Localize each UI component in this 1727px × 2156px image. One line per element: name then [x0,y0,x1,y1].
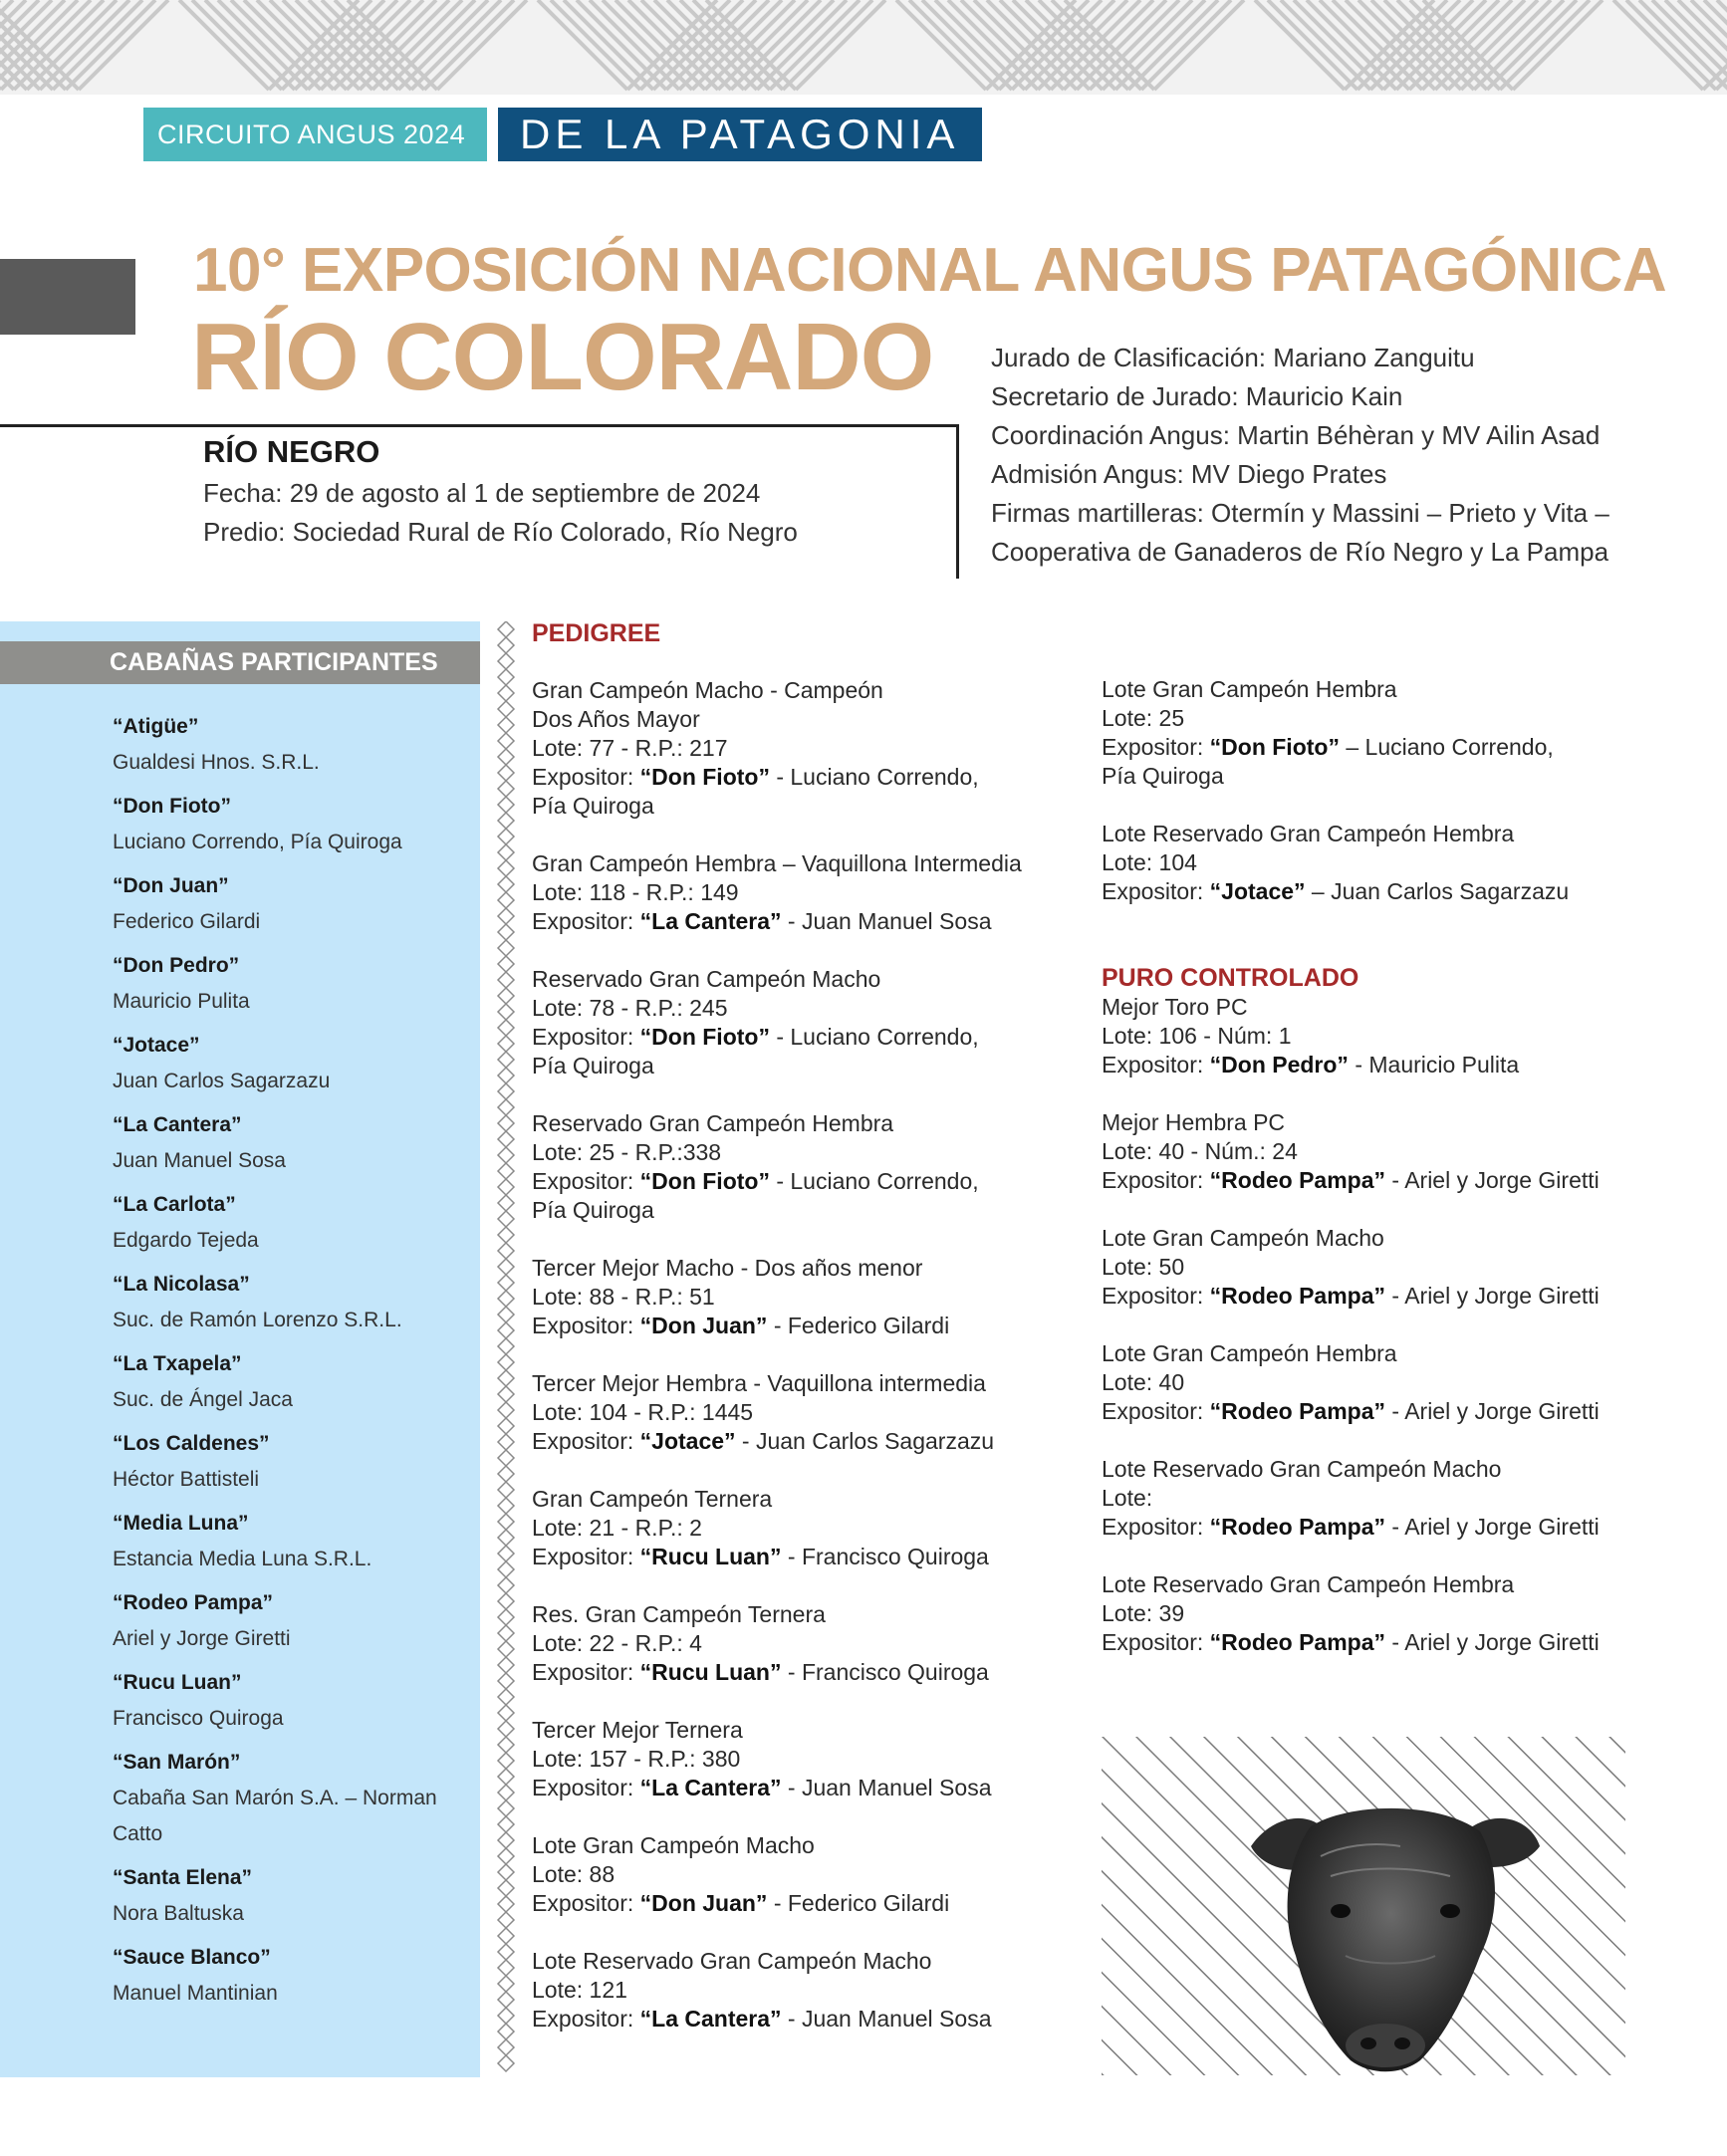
exhibitor-cabana: “Rodeo Pampa” [1209,1398,1386,1424]
award-entry [1102,1570,1659,1657]
exhibitor-label: Expositor: [532,908,640,934]
award-line: Lote: 25 - R.P.:338 [532,1139,722,1165]
exhibitor-name: – Luciano Correndo, [1339,734,1554,760]
exhibitor-label: Expositor: [532,1024,640,1050]
region-tag: DE LA PATAGONIA [498,108,982,161]
award-line: Lote Reservado Gran Campeón Macho [532,1948,932,1974]
pedigree-heading: PEDIGREE [532,619,661,647]
exhibitor-label: Expositor: [1102,1514,1210,1540]
award-line: Res. Gran Campeón Ternera [532,1601,826,1627]
exhibitor-line [532,1023,1060,1052]
exhibitor-line [1102,1282,1659,1311]
exhibitor-cabana: “Don Juan” [639,1313,768,1338]
exhibitor-line [1102,1397,1659,1426]
exhibitor-name: – Juan Carlos Sagarzazu [1305,878,1570,904]
exhibitor-label: Expositor: [532,1168,640,1194]
bull-illustration [1102,1737,1625,2075]
award-entry [532,1254,1060,1340]
cabana-owner: Gualdesi Hnos. S.R.L. [113,751,320,774]
exhibitor-line [532,1167,1060,1196]
exhibitor-label: Expositor: [1102,1167,1210,1193]
award-entry [1102,1224,1659,1311]
exhibitor-cabana: “Don Fioto” [639,764,770,790]
award-line: Gran Campeón Macho - Campeón [532,677,883,703]
award-line: Mejor Hembra PC [1102,1109,1286,1135]
exhibitor-line [532,907,1060,936]
event-date: Fecha: 29 de agosto al 1 de septiembre de 2024 [203,478,761,508]
exhibitor-name-cont: Pía Quiroga [532,793,654,819]
cabana-owner: Suc. de Ramón Lorenzo S.R.L. [113,1309,402,1331]
award-line: Lote Reservado Gran Campeón Hembra [1102,821,1515,846]
cabana-owner: Francisco Quiroga [113,1707,284,1730]
award-line: Reservado Gran Campeón Hembra [532,1110,894,1136]
event-venue: Predio: Sociedad Rural de Río Colorado, Río Negro [203,517,798,547]
puro-controlado-list [1102,993,1659,1657]
credit-line: Admisión Angus: MV Diego Prates [991,459,1387,489]
cabana-name: “Jotace” [113,1034,200,1057]
exhibitor-cabana: “Don Juan” [639,1890,768,1916]
angus-bull-head-icon [1102,1737,1625,2075]
exhibitor-cabana: “Jotace” [1209,878,1306,904]
cabana-name: “Media Luna” [113,1512,249,1535]
cabana-name: “La Nicolasa” [113,1273,250,1296]
exhibitor-name: - Francisco Quiroga [781,1544,989,1569]
exhibitor-line [532,2005,1060,2034]
exhibitor-label: Expositor: [532,1890,640,1916]
award-line: Lote: 21 - R.P.: 2 [532,1515,702,1541]
divider-horizontal [0,424,959,427]
exhibitor-name: - Ariel y Jorge Giretti [1385,1167,1600,1193]
award-entry [1102,1455,1659,1542]
exhibitor-cabana: “Rodeo Pampa” [1209,1283,1386,1309]
circuit-tag: CIRCUITO ANGUS 2024 [143,108,487,161]
award-line: Lote: 118 - R.P.: 149 [532,879,739,905]
exhibitor-name: - Ariel y Jorge Giretti [1385,1629,1600,1655]
exhibitor-cabana: “Don Fioto” [639,1024,770,1050]
exhibitor-line [1102,1513,1659,1542]
exhibitor-line [1102,1628,1659,1657]
divider-vertical [956,424,959,579]
exhibitor-name: - Ariel y Jorge Giretti [1385,1398,1600,1424]
award-line: Gran Campeón Ternera [532,1486,773,1512]
accent-block [0,259,135,335]
exhibitor-label: Expositor: [1102,1283,1210,1309]
credit-line: Coordinación Angus: Martin Béhèran y MV Ailin Asad [991,420,1601,450]
pedigree-continued-list [1102,675,1659,906]
exhibitor-name: - Juan Manuel Sosa [781,908,992,934]
cabana-name: “Los Caldenes” [113,1432,270,1455]
exhibitor-name-cont: Pía Quiroga [1102,763,1224,789]
award-line: Lote: 78 - R.P.: 245 [532,995,728,1021]
exhibitor-line [532,1312,1060,1340]
award-entry [532,1716,1060,1802]
sidebar-heading: CABAÑAS PARTICIPANTES [0,641,480,684]
award-entry [1102,675,1659,791]
exhibitor-cabana: “Jotace” [639,1428,736,1454]
cabana-owner: Estancia Media Luna S.R.L. [113,1548,372,1570]
award-entry [532,1831,1060,1918]
award-line: Lote Gran Campeón Macho [1102,1225,1384,1251]
exhibitor-line [532,763,1060,792]
award-line: Lote Gran Campeón Macho [532,1832,815,1858]
award-entry [1102,1108,1659,1195]
cabana-name: “San Marón” [113,1751,241,1774]
exhibitor-name: - Luciano Correndo, [769,764,979,790]
award-entry [532,1947,1060,2034]
exhibitor-cabana: “La Cantera” [639,2006,782,2032]
exhibitor-name: - Juan Manuel Sosa [781,1775,992,1800]
exhibitor-label: Expositor: [1102,878,1210,904]
cabana-owner: Edgardo Tejeda [113,1229,259,1252]
award-line: Gran Campeón Hembra – Vaquillona Intermedia [532,850,1022,876]
award-line: Lote: 88 - R.P.: 51 [532,1284,715,1310]
exhibitor-label: Expositor: [1102,1398,1210,1424]
cabana-owner: Nora Baltuska [113,1902,244,1925]
award-entry [1102,993,1659,1079]
cabana-name: “Atigüe” [113,715,199,738]
puro-controlado-heading: PURO CONTROLADO [1102,964,1359,992]
exhibitor-cabana: “Rodeo Pampa” [1209,1629,1386,1655]
exhibitor-label: Expositor: [532,764,640,790]
award-line: Lote: 104 [1102,849,1197,875]
cabanas-list [113,709,471,2020]
award-line: Mejor Toro PC [1102,994,1248,1020]
exhibitor-cabana: “La Cantera” [639,908,782,934]
cabana-name: “Don Pedro” [113,954,240,977]
exhibitor-name: - Federico Gilardi [767,1313,950,1338]
credit-line: Secretario de Jurado: Mauricio Kain [991,381,1403,411]
award-line: Lote: 50 [1102,1254,1185,1280]
award-line: Lote: 88 [532,1861,616,1887]
award-line: Lote: 22 - R.P.: 4 [532,1630,702,1656]
exhibitor-name: - Juan Manuel Sosa [781,2006,992,2032]
cabana-name: “Don Fioto” [113,795,231,818]
exhibitor-name: - Juan Carlos Sagarzazu [735,1428,995,1454]
cabana-owner: Manuel Mantinian [113,1982,278,2005]
cabana-name: “Sauce Blanco” [113,1946,271,1969]
pedigree-list [532,676,1060,2034]
award-line: Lote: 39 [1102,1600,1185,1626]
award-line: Lote: 157 - R.P.: 380 [532,1746,741,1772]
award-line: Lote: 25 [1102,705,1185,731]
exhibitor-line [1102,1166,1659,1195]
cabana-owner: Héctor Battisteli [113,1468,260,1491]
cabana-name: “Don Juan” [113,874,229,897]
cabana-owner: Ariel y Jorge Giretti [113,1627,291,1650]
award-line: Lote: 106 - Núm: 1 [1102,1023,1292,1049]
exhibitor-cabana: “Rodeo Pampa” [1209,1167,1386,1193]
exhibitor-line [1102,1051,1659,1079]
cabana-name: “Rodeo Pampa” [113,1591,274,1614]
exhibitor-label: Expositor: [532,1544,640,1569]
exhibitor-name: - Ariel y Jorge Giretti [1385,1283,1600,1309]
exhibitor-cabana: “Don Pedro” [1209,1052,1349,1078]
exhibitor-cabana: “Don Fioto” [1209,734,1340,760]
right-column [1102,675,1659,1686]
exhibitor-name-cont: Pía Quiroga [532,1053,654,1078]
cabana-owner: Juan Carlos Sagarzazu [113,1070,331,1092]
award-line: Lote: 40 - Núm.: 24 [1102,1138,1298,1164]
exhibitor-label: Expositor: [532,1428,640,1454]
exhibitor-label: Expositor: [1102,734,1210,760]
exhibitor-label: Expositor: [1102,1052,1210,1078]
cabana-name: “La Cantera” [113,1113,242,1136]
exhibitor-line [532,1427,1060,1456]
award-entry [1102,820,1659,906]
award-line: Tercer Mejor Macho - Dos años menor [532,1255,923,1281]
exhibitor-name: - Luciano Correndo, [769,1024,979,1050]
cabana-owner: Juan Manuel Sosa [113,1149,286,1172]
cabana-owner: Mauricio Pulita [113,990,250,1013]
exhibitor-cabana: “Rucu Luan” [639,1659,782,1685]
cabana-name: “Rucu Luan” [113,1671,242,1694]
exhibitor-line [532,1658,1060,1687]
cabana-name: “La Txapela” [113,1352,242,1375]
exhibitor-name: - Luciano Correndo, [769,1168,979,1194]
exhibitor-cabana: “La Cantera” [639,1775,782,1800]
province-heading: RÍO NEGRO [203,434,380,469]
page-title: 10° EXPOSICIÓN NACIONAL ANGUS PATAGÓNICA [193,236,1667,305]
exhibitor-label: Expositor: [532,2006,640,2032]
exhibitor-cabana: “Rucu Luan” [639,1544,782,1569]
award-entry [532,1369,1060,1456]
exhibitor-name: - Ariel y Jorge Giretti [1385,1514,1600,1540]
exhibitor-line [532,1543,1060,1571]
award-entry [532,1485,1060,1571]
award-line: Tercer Mejor Hembra - Vaquillona intermedia [532,1370,986,1396]
exhibitor-name: - Mauricio Pulita [1348,1052,1520,1078]
award-line: Lote: [1102,1485,1153,1511]
exhibitor-name: - Francisco Quiroga [781,1659,989,1685]
exhibitor-name-cont: Pía Quiroga [532,1197,654,1223]
cabana-owner: Cabaña San Marón S.A. – Norman Catto [113,1787,437,1845]
award-entry [532,965,1060,1080]
cabana-name: “La Carlota” [113,1193,236,1216]
award-line: Lote Gran Campeón Hembra [1102,1340,1397,1366]
exhibitor-line [1102,877,1659,906]
award-entry [532,676,1060,821]
cabana-name: “Santa Elena” [113,1866,253,1889]
cabana-owner: Federico Gilardi [113,910,261,933]
exhibitor-line [1102,733,1659,762]
award-line: Lote Gran Campeón Hembra [1102,676,1397,702]
award-line: Lote: 104 - R.P.: 1445 [532,1399,754,1425]
cabana-owner: Suc. de Ángel Jaca [113,1388,293,1411]
award-entry [1102,1339,1659,1426]
exhibitor-line [532,1774,1060,1802]
award-line: Lote: 121 [532,1977,627,2003]
credits-block [991,339,1609,572]
pedigree-column [532,619,1060,2062]
award-line: Lote: 77 - R.P.: 217 [532,735,728,761]
award-line: Tercer Mejor Ternera [532,1717,743,1743]
exhibitor-line [532,1889,1060,1918]
award-entry [532,1109,1060,1225]
award-line: Lote: 40 [1102,1369,1185,1395]
exhibitor-name: - Federico Gilardi [767,1890,950,1916]
award-line: Lote Reservado Gran Campeón Macho [1102,1456,1502,1482]
exhibitor-label: Expositor: [1102,1629,1210,1655]
cabana-owner: Luciano Correndo, Pía Quiroga [113,831,402,853]
award-entry [532,849,1060,936]
exhibitor-cabana: “Don Fioto” [639,1168,770,1194]
award-line: Dos Años Mayor [532,706,700,732]
credit-line: Firmas martilleras: Otermín y Massini – Prieto y Vita – [991,498,1609,528]
credit-line: Jurado de Clasificación: Mariano Zanguitu [991,343,1475,372]
exhibitor-cabana: “Rodeo Pampa” [1209,1514,1386,1540]
credit-line: Cooperativa de Ganaderos de Río Negro y La Pampa [991,537,1609,567]
diamond-chain-icon [496,621,516,2077]
exhibitor-label: Expositor: [532,1313,640,1338]
award-line: Reservado Gran Campeón Macho [532,966,881,992]
award-entry [532,1600,1060,1687]
exhibitor-label: Expositor: [532,1659,640,1685]
award-line: Lote Reservado Gran Campeón Hembra [1102,1571,1515,1597]
page-subtitle: RÍO COLORADO [191,304,934,410]
exhibitor-label: Expositor: [532,1775,640,1800]
